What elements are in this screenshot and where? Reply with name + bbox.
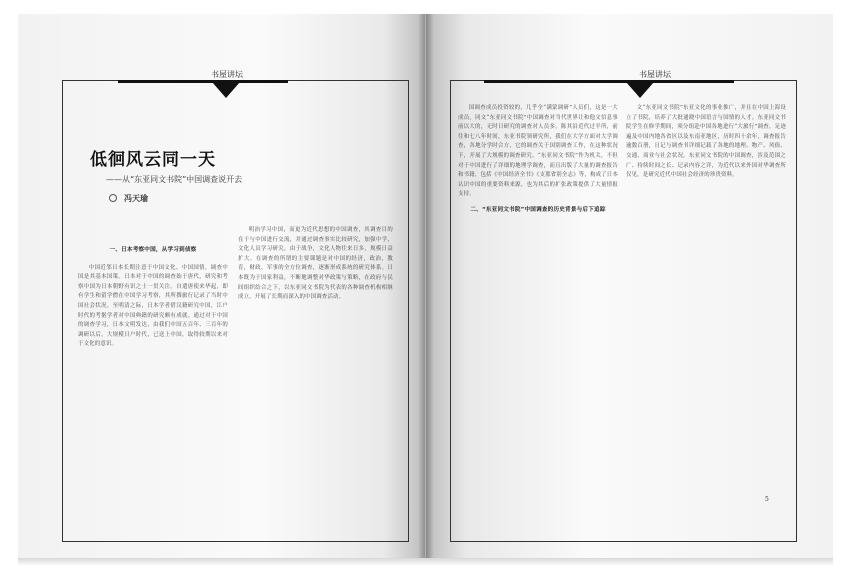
text-column-1 bbox=[458, 104, 618, 524]
section-heading: 二、“东亚同文书院”中国调查的历史背景与后下追踪 bbox=[470, 206, 606, 213]
page-number: 5 bbox=[765, 496, 769, 503]
open-book bbox=[18, 14, 833, 560]
text-column-2 bbox=[626, 104, 786, 524]
section-heading: 一、日本考察中国，从学习到侦察 bbox=[109, 247, 197, 253]
body-text: 中国近邻日本长期注意于中国文化、中国国情，调查中国是其基本国策。日本对于中国的调查始于唐代，研究和考察中国为日本朝野有识之士一贯关注。自遣唐使来华起，即有学生和留学僧在中国学习考察，其所撰旅行记录了当时中国社会状况。至明清之际，日本学者借汉籍研究中国，江户时代的考据学者对中国典籍的研究颇有成就。通过对于中国的调查学习，日本文明发达，由我们中国五百年、三百年的调研以后，大规模日户时代，已送上中国，取得较期以来对于文化的意识。 bbox=[78, 264, 228, 348]
left-page bbox=[18, 14, 425, 560]
header-triangle-icon bbox=[626, 82, 654, 98]
right-page bbox=[426, 14, 833, 560]
body-text: 明治学习中国，而更为近代思想的中国调查，其调查目的在于与中国进行交流，并通过调查事实比较研究，加强中学、文化人员学习研究，由于战争，文化人物往来日多，规模日益扩大。在调查的所谓的主要课题是对中国的经济，政治，教育，财政，军事的全方位调查，逐渐形成系统的研究体系。日本既为于国家利益，不断地调整对华政策与策略，在政府与民间组织结合之下，以东亚同文书院为代表的各种调查机构相继成立，开展了长期而深入的中国调查活动。 bbox=[238, 227, 393, 301]
header-bar bbox=[118, 80, 288, 83]
article-subtitle: ——从“东亚同文书院”中国调查说开去 bbox=[106, 175, 243, 184]
body-text: 文“东亚同文书院”东亚文化的事业推广，并且在中国上海设立了书院，培养了大批通晓中国语言与国情的人才。东亚同文书院学生在修学期间，须分组赴中国各地进行“大旅行”调查，足迹遍及中国内地各省区以及东南亚地区，历时四十余年，调查报告逾数百册，日记与调查书详细记载了各地的地理、物产、风俗、交通、商业与社会状况。东亚同文书院的中国调查，涉及范围之广、持续时间之长、记录内容之详，为近代以来外国对华调查所仅见，是研究近代中国社会经济的珍贵资料。 bbox=[626, 105, 786, 179]
author-bullet-icon bbox=[109, 194, 117, 202]
body-text: 国调查成员投资较的，几乎全“满蒙调研”人员们，这是一大成员，同文“东亚同文书院”中国调查对当代世界让和他文信息事前以大的，无时日研究的调查对人员多。陈其沿近代过半所，前往和七八年时间，东亚书院领研究所，我们在大学方面对大学调查，各地分学时合方，它的调查关于国别调查工作，在这种状况下，开展了大规模的调查研究。“东亚同文书院”作为机关，不但对于中国进行了详细的地理学调查，而且出版了大量的调查报告和书籍，包括《中国经济全书》《支那省别全志》等，构成了日本认识中国的重要资料来源，也为其后的扩张政策提供了大量情报支持。 bbox=[458, 105, 618, 198]
book-shadow bbox=[18, 558, 833, 566]
text-column-2 bbox=[238, 226, 393, 510]
article-title: 低徊风云同一天 bbox=[90, 150, 216, 170]
section-header: 书屋讲坛 bbox=[639, 70, 671, 79]
book-spine bbox=[418, 14, 434, 560]
author-name: 冯天瑜 bbox=[124, 194, 148, 203]
section-header: 书屋讲坛 bbox=[211, 70, 243, 79]
header-triangle-icon bbox=[212, 82, 240, 98]
text-column-1 bbox=[78, 240, 228, 510]
header-bar bbox=[484, 80, 734, 83]
